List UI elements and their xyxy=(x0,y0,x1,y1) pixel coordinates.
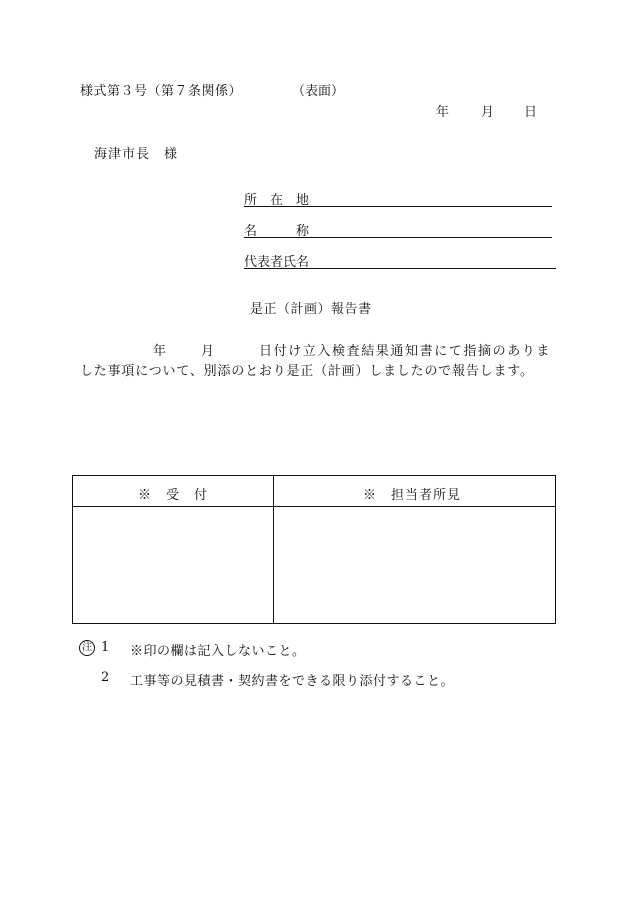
note-1-number: 1 xyxy=(101,640,110,655)
body-month-label: 月 xyxy=(201,344,215,359)
address-field[interactable] xyxy=(244,189,554,207)
note-1-text: ※印の欄は記入しないこと。 xyxy=(130,644,306,659)
date-day-label: 日 xyxy=(524,105,538,120)
body-year-label: 年 xyxy=(153,344,167,359)
representative-field[interactable] xyxy=(244,251,556,269)
note-2-text: 工事等の見積書・契約書をできる限り添付すること。 xyxy=(130,674,455,689)
document-title: 是正（計画）報告書 xyxy=(250,302,372,317)
name-label: 名 称 xyxy=(244,224,310,239)
form-number: 様式第３号（第７条関係） xyxy=(80,84,243,99)
office-use-table xyxy=(72,475,556,624)
name-field[interactable] xyxy=(244,220,554,238)
date-year-label: 年 xyxy=(436,105,450,120)
note-mark-icon: 注 xyxy=(79,640,95,656)
body-line-1-text: 日付け立入検査結果通知書にて指摘のありま xyxy=(259,344,552,359)
date-month-label: 月 xyxy=(481,105,495,120)
address-label: 所 在 地 xyxy=(244,193,310,208)
receipt-cell[interactable] xyxy=(73,507,273,623)
officer-opinion-cell[interactable] xyxy=(274,507,555,623)
officer-opinion-header: ※ 担当者所見 xyxy=(363,488,462,503)
representative-underline xyxy=(244,268,556,269)
name-underline xyxy=(244,237,552,238)
representative-label: 代表者氏名 xyxy=(244,255,310,270)
receipt-header: ※ 受 付 xyxy=(138,488,209,503)
note-2-number: 2 xyxy=(101,670,110,685)
address-underline xyxy=(244,206,552,207)
addressee: 海津市長 様 xyxy=(94,147,179,162)
body-line-2: した事項について、別添のとおり是正（計画）しましたので報告します。 xyxy=(80,364,534,379)
form-side-label: （表面） xyxy=(292,84,345,99)
